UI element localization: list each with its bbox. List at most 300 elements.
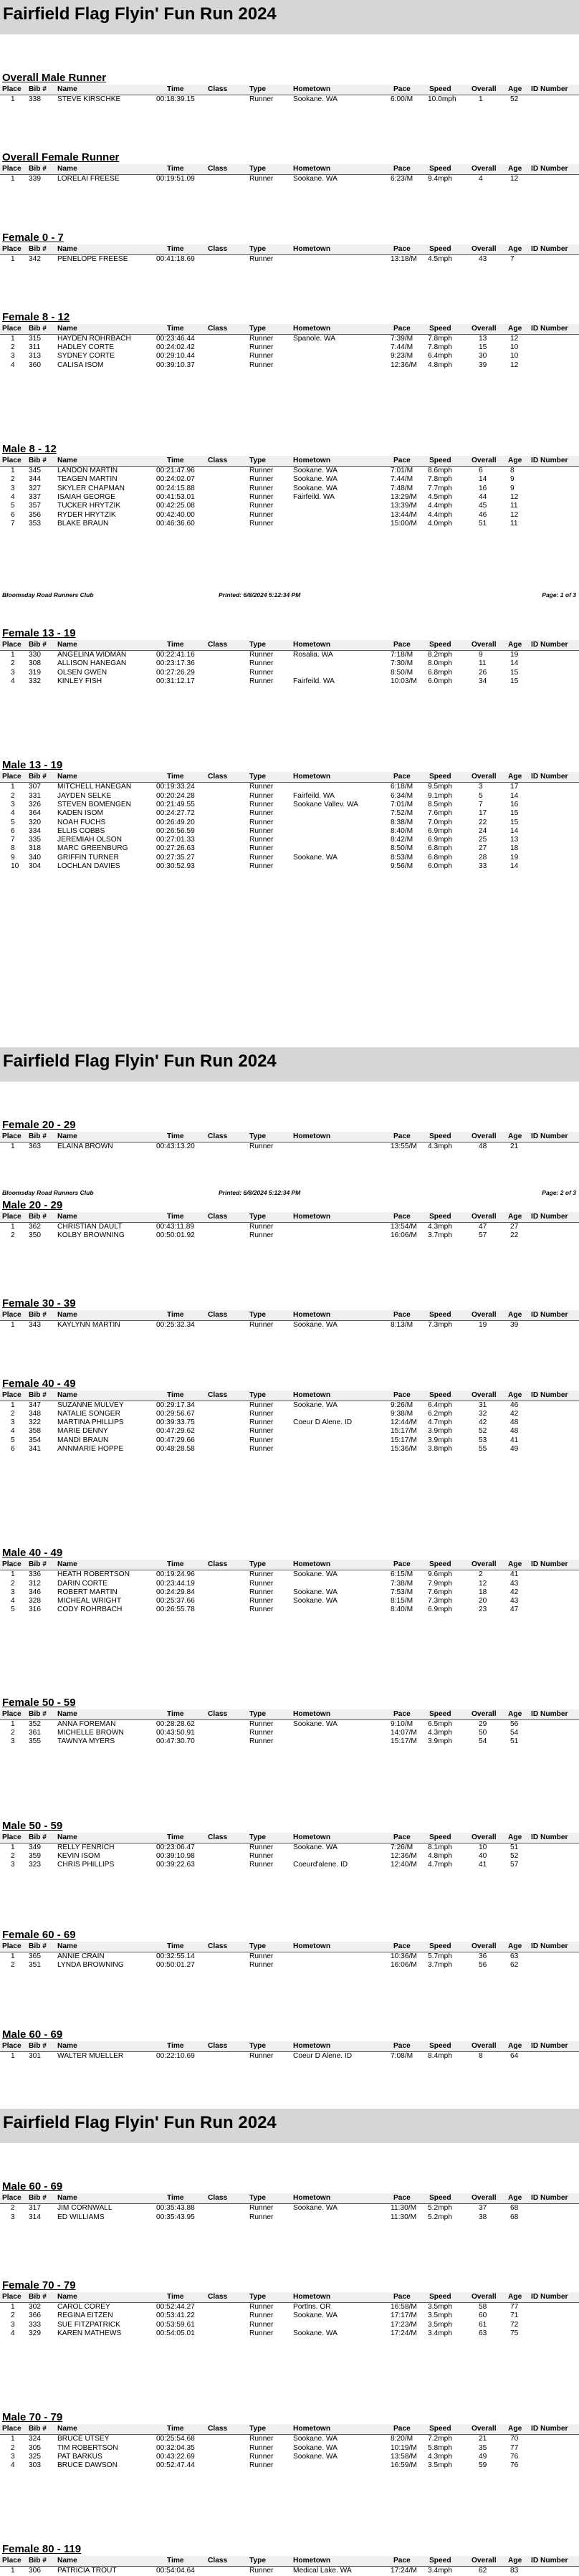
column-header-type: Type [249,1132,267,1141]
cell-place: 3 [11,1737,15,1746]
result-row [0,2312,579,2320]
cell-time: 00:32:04.35 [156,2443,195,2452]
cell-place: 6 [11,826,15,835]
cell-age: 15 [510,818,519,826]
column-header-hometown: Hometown [293,2425,331,2433]
column-header-age: Age [508,641,522,649]
cell-overall: 34 [479,677,487,686]
column-header-class: Class [208,165,228,173]
column-header-hometown: Hometown [293,1709,331,1718]
column-header-place: Place [2,773,21,781]
cell-pace: 9:10/M [391,1719,413,1728]
cell-name: SUZANNE MULVEY [57,1401,124,1409]
column-header-class: Class [208,2042,228,2051]
cell-home: Fairfeild. WA [293,791,335,800]
column-header-age: Age [508,324,522,333]
division-section [0,1199,579,1241]
column-header-name: Name [57,165,77,173]
cell-name: PATRICIA TROUT [57,2567,117,2575]
cell-place: 2 [11,2312,15,2320]
column-header-time: Time [167,773,184,781]
cell-overall: 59 [479,2461,487,2470]
cell-type: Runner [249,1418,274,1427]
column-header-hometown: Hometown [293,1942,331,1950]
cell-pace: 13:44/M [391,510,417,519]
cell-speed: 7.6mph [428,809,452,818]
cell-type: Runner [249,2435,274,2443]
cell-speed: 5.7mph [428,1952,452,1960]
cell-overall: 29 [479,1719,487,1728]
column-header-type: Type [249,641,267,649]
cell-time: 00:43:11.89 [156,1222,195,1231]
cell-overall: 27 [479,844,487,853]
column-header-place: Place [2,1833,21,1841]
cell-place: 4 [11,677,15,686]
cell-pace: 7:08/M [391,2052,413,2061]
column-header-age: Age [508,1212,522,1221]
column-header-speed: Speed [429,2194,451,2203]
cell-time: 00:29:56.67 [156,1409,195,1418]
column-header-time: Time [167,1311,184,1320]
cell-time: 00:32:55.14 [156,1952,195,1960]
column-header-row [0,1942,579,1952]
cell-home: Sookane. WA [293,2204,338,2213]
cell-home: Sookane. WA [293,1719,338,1728]
cell-bib: 335 [29,836,41,844]
column-header-name: Name [57,1560,77,1569]
cell-time: 00:27:01.33 [156,836,195,844]
result-row [0,2213,579,2222]
cell-time: 00:54:04.64 [156,2567,195,2575]
cell-home: Sookane. WA [293,853,338,862]
division-section [0,1378,579,1454]
column-header-type: Type [249,85,267,93]
cell-age: 83 [510,2567,519,2575]
cell-place: 1 [11,334,15,343]
cell-speed: 9.6mph [428,1570,452,1579]
column-header-class: Class [208,324,228,333]
column-header-row [0,2556,579,2566]
column-header-id: ID Number [531,85,568,93]
division-section [0,2028,579,2061]
cell-speed: 8.2mph [428,651,452,659]
cell-age: 43 [510,1597,519,1606]
cell-age: 15 [510,809,519,818]
column-header-overall: Overall [472,1132,497,1141]
cell-speed: 6.9mph [428,836,452,844]
cell-type: Runner [249,1579,274,1588]
cell-name: ANNIE CRAIN [57,1952,105,1960]
division-section [0,1297,579,1330]
cell-type: Runner [249,254,274,263]
cell-overall: 22 [479,818,487,826]
column-header-place: Place [2,1942,21,1950]
result-row [0,677,579,686]
column-header-class: Class [208,1560,228,1569]
cell-name: LYNDA BROWNING [57,1960,124,1969]
cell-bib: 346 [29,1588,41,1596]
result-row [0,1436,579,1445]
cell-type: Runner [249,2204,274,2213]
cell-pace: 16:58/M [391,2303,417,2312]
cell-time: 00:20:24.28 [156,791,195,800]
cell-place: 1 [11,467,15,475]
cell-age: 77 [510,2443,519,2452]
cell-time: 00:27:35.27 [156,853,195,862]
cell-bib: 330 [29,651,41,659]
cell-bib: 314 [29,2213,41,2221]
division-title: Male 60 - 69 [2,2180,63,2193]
cell-bib: 328 [29,1597,41,1606]
cell-bib: 363 [29,1142,41,1151]
cell-time: 00:41:53.01 [156,492,195,501]
column-header-id: ID Number [531,1212,568,1221]
cell-speed: 7.8mph [428,475,452,484]
cell-bib: 337 [29,492,41,501]
column-header-pace: Pace [393,457,411,465]
cell-time: 00:23:44.19 [156,1579,195,1588]
cell-bib: 343 [29,1321,41,1330]
column-header-hometown: Hometown [293,1311,331,1320]
cell-pace: 8:50/M [391,668,413,677]
cell-home: Sookane. WA [293,2329,338,2337]
result-row [0,485,579,493]
cell-time: 00:39:10.37 [156,361,195,369]
column-header-place: Place [2,2194,21,2203]
cell-speed: 4.5mph [428,254,452,263]
column-header-row [0,164,579,174]
cell-name: KAYLYNN MARTIN [57,1321,120,1330]
cell-home: Rosalia. WA [293,651,333,659]
column-header-time: Time [167,85,184,93]
cell-age: 46 [510,1401,519,1409]
cell-overall: 15 [479,343,487,352]
cell-age: 52 [510,1851,519,1860]
column-header-age: Age [508,1560,522,1569]
cell-pace: 6:18/M [391,783,413,791]
cell-age: 71 [510,2312,519,2320]
cell-overall: 5 [479,791,483,800]
cell-name: DARIN CORTE [57,1579,107,1588]
cell-home: Fairfeild. WA [293,492,335,501]
cell-name: KEVIN ISOM [57,1851,100,1860]
column-header-pace: Pace [393,324,411,333]
column-header-hometown: Hometown [293,1390,331,1399]
cell-overall: 39 [479,361,487,369]
cell-pace: 7:01/M [391,467,413,475]
cell-name: CHRIS PHILLIPS [57,1861,115,1869]
column-header-age: Age [508,2293,522,2301]
cell-speed: 5.2mph [428,2213,452,2221]
cell-time: 00:22:10.69 [156,2052,195,2061]
cell-place: 1 [11,1843,15,1851]
column-header-place: Place [2,324,21,333]
cell-bib: 322 [29,1418,41,1427]
cell-pace: 13:18/M [391,254,417,263]
result-row [0,1418,579,1427]
result-row [0,1580,579,1588]
cell-pace: 11:30/M [391,2204,417,2213]
cell-place: 2 [11,2443,15,2452]
column-header-id: ID Number [531,1833,568,1841]
column-header-bib: Bib # [29,1311,47,1320]
cell-overall: 26 [479,668,487,677]
page-footer [0,591,579,600]
column-header-time: Time [167,457,184,465]
cell-age: 16 [510,800,519,808]
cell-place: 6 [11,1444,15,1453]
cell-speed: 8.4mph [428,2052,452,2061]
cell-type: Runner [249,783,274,791]
cell-name: KAREN MATHEWS [57,2329,122,2337]
cell-pace: 14:07/M [391,1729,417,1737]
cell-place: 1 [11,254,15,263]
cell-overall: 46 [479,510,487,519]
column-header-name: Name [57,773,77,781]
cell-place: 1 [11,1719,15,1728]
cell-overall: 54 [479,1737,487,1746]
cell-age: 9 [510,475,515,484]
cell-age: 18 [510,844,519,853]
cell-speed: 4.8mph [428,1851,452,1860]
cell-pace: 7:38/M [391,1579,413,1588]
result-row [0,2567,579,2575]
column-header-speed: Speed [429,1709,451,1718]
result-row [0,792,579,801]
cell-home: Portlns. OR [293,2303,331,2312]
cell-pace: 10:36/M [391,1952,417,1960]
column-header-name: Name [57,2293,77,2301]
cell-speed: 6.4mph [428,1401,452,1409]
column-header-overall: Overall [472,85,497,93]
cell-age: 68 [510,2204,519,2213]
cell-overall: 40 [479,1851,487,1860]
cell-place: 5 [11,1436,15,1444]
cell-age: 21 [510,1142,519,1151]
cell-pace: 15:36/M [391,1444,417,1453]
cell-overall: 63 [479,2329,487,2337]
cell-bib: 338 [29,95,41,103]
cell-pace: 6:15/M [391,1570,413,1579]
result-row [0,1321,579,1330]
cell-time: 00:53:59.61 [156,2320,195,2329]
cell-bib: 345 [29,467,41,475]
cell-overall: 11 [479,659,487,668]
column-header-id: ID Number [531,2293,568,2301]
cell-time: 00:53:41.22 [156,2312,195,2320]
column-header-hometown: Hometown [293,641,331,649]
column-header-id: ID Number [531,1132,568,1141]
column-header-row [0,1310,579,1320]
cell-speed: 3.4mph [428,2329,452,2337]
cell-name: ROBERT MARTIN [57,1588,118,1596]
column-header-row [0,2292,579,2302]
division-title: Male 40 - 49 [2,1547,63,1560]
cell-age: 13 [510,836,519,844]
cell-age: 54 [510,1729,519,1737]
cell-type: Runner [249,2312,274,2320]
cell-name: WALTER MUELLER [57,2052,124,2061]
cell-place: 7 [11,519,15,528]
column-header-class: Class [208,85,228,93]
cell-time: 00:30:52.93 [156,862,195,871]
cell-overall: 41 [479,1861,487,1869]
cell-speed: 3.5mph [428,2461,452,2470]
cell-pace: 12:36/M [391,361,417,369]
result-row [0,520,579,528]
column-header-row [0,640,579,650]
cell-overall: 25 [479,836,487,844]
cell-pace: 10:19/M [391,2443,417,2452]
result-row [0,493,579,502]
column-header-overall: Overall [472,1212,497,1221]
column-header-type: Type [249,1390,267,1399]
cell-time: 00:21:47.96 [156,467,195,475]
column-header-pace: Pace [393,85,411,93]
cell-name: LORELAI FREESE [57,175,120,183]
cell-name: HADLEY CORTE [57,343,114,352]
column-header-row [0,1709,579,1719]
column-header-hometown: Hometown [293,2042,331,2051]
column-header-place: Place [2,1560,21,1569]
cell-bib: 334 [29,826,41,835]
division-title: Female 70 - 79 [2,2279,76,2292]
column-header-id: ID Number [531,244,568,253]
division-section [0,1929,579,1970]
cell-type: Runner [249,1444,274,1453]
cell-type: Runner [249,361,274,369]
cell-time: 00:24:02.07 [156,475,195,484]
column-header-bib: Bib # [29,2557,47,2565]
cell-age: 41 [510,1436,519,1444]
cell-type: Runner [249,502,274,510]
column-header-pace: Pace [393,1132,411,1141]
cell-name: STEVE KIRSCHKE [57,95,121,103]
cell-age: 57 [510,1861,519,1869]
cell-pace: 15:17/M [391,1737,417,1746]
cell-type: Runner [249,2303,274,2312]
cell-overall: 31 [479,1401,487,1409]
cell-age: 11 [510,502,518,510]
cell-place: 3 [11,668,15,677]
cell-time: 00:52:44.27 [156,2303,195,2312]
result-row [0,2435,579,2443]
cell-overall: 17 [479,809,487,818]
cell-bib: 316 [29,1606,41,1614]
column-header-id: ID Number [531,1390,568,1399]
division-section [0,443,579,528]
column-header-bib: Bib # [29,1709,47,1718]
cell-name: MICHEAL WRIGHT [57,1597,122,1606]
column-header-place: Place [2,165,21,173]
cell-time: 00:46:36.60 [156,519,195,528]
result-row [0,1231,579,1240]
cell-type: Runner [249,1606,274,1614]
result-row [0,827,579,836]
cell-pace: 7:39/M [391,334,413,343]
division-title: Male 20 - 29 [2,1198,63,1211]
column-header-type: Type [249,457,267,465]
cell-pace: 11:30/M [391,2213,417,2221]
column-header-time: Time [167,2557,184,2565]
cell-time: 00:26:49.20 [156,818,195,826]
division-section [0,1119,579,1151]
cell-speed: 3.5mph [428,2303,452,2312]
column-header-name: Name [57,457,77,465]
cell-place: 4 [11,1427,15,1436]
cell-pace: 7:30/M [391,659,413,668]
column-header-hometown: Hometown [293,2194,331,2203]
cell-home: Sookane. WA [293,1843,338,1851]
cell-name: ELAINA BROWN [57,1142,113,1151]
cell-place: 3 [11,352,15,361]
cell-age: 48 [510,1418,519,1427]
column-header-time: Time [167,1560,184,1569]
column-header-place: Place [2,2293,21,2301]
cell-bib: 332 [29,677,41,686]
cell-type: Runner [249,2329,274,2337]
column-header-age: Age [508,244,522,253]
column-header-name: Name [57,641,77,649]
cell-age: 56 [510,1719,519,1728]
result-row [0,1861,579,1869]
cell-home: Sookane. WA [293,1588,338,1596]
cell-overall: 50 [479,1729,487,1737]
cell-place: 2 [11,1231,15,1239]
cell-place: 4 [11,809,15,818]
cell-age: 15 [510,668,519,677]
cell-name: KINLEY FISH [57,677,102,686]
cell-age: 64 [510,2052,519,2061]
footer-club: Bloomsday Road Runners Club [2,1189,94,1196]
column-header-class: Class [208,1311,228,1320]
result-row [0,783,579,791]
column-header-type: Type [249,324,267,333]
cell-time: 00:50:01.27 [156,1960,195,1969]
cell-type: Runner [249,2213,274,2221]
column-header-place: Place [2,641,21,649]
column-header-time: Time [167,1212,184,1221]
cell-place: 1 [11,1570,15,1579]
footer-club: Bloomsday Road Runners Club [2,591,94,598]
report-title: Fairfield Flag Flyin' Fun Run 2024 [3,4,277,24]
column-header-row [0,1390,579,1401]
division-section [0,627,579,686]
cell-speed: 6.9mph [428,826,452,835]
cell-place: 5 [11,1606,15,1614]
column-header-type: Type [249,2042,267,2051]
cell-home: Sookane. WA [293,467,338,475]
column-header-hometown: Hometown [293,85,331,93]
cell-pace: 12:36/M [391,1851,417,1860]
result-row [0,1401,579,1410]
column-header-age: Age [508,2194,522,2203]
footer-page-number: Page: 1 of 3 [542,591,576,598]
column-header-place: Place [2,244,21,253]
result-row [0,1843,579,1852]
column-header-time: Time [167,2425,184,2433]
cell-overall: 19 [479,1321,487,1330]
column-header-speed: Speed [429,2293,451,2301]
cell-type: Runner [249,1401,274,1409]
cell-age: 76 [510,2461,519,2470]
cell-bib: 303 [29,2461,41,2470]
cell-name: CHRISTIAN DAULT [57,1222,123,1231]
column-header-overall: Overall [472,2194,497,2203]
column-header-place: Place [2,2042,21,2051]
result-row [0,854,579,862]
cell-bib: 344 [29,475,41,484]
